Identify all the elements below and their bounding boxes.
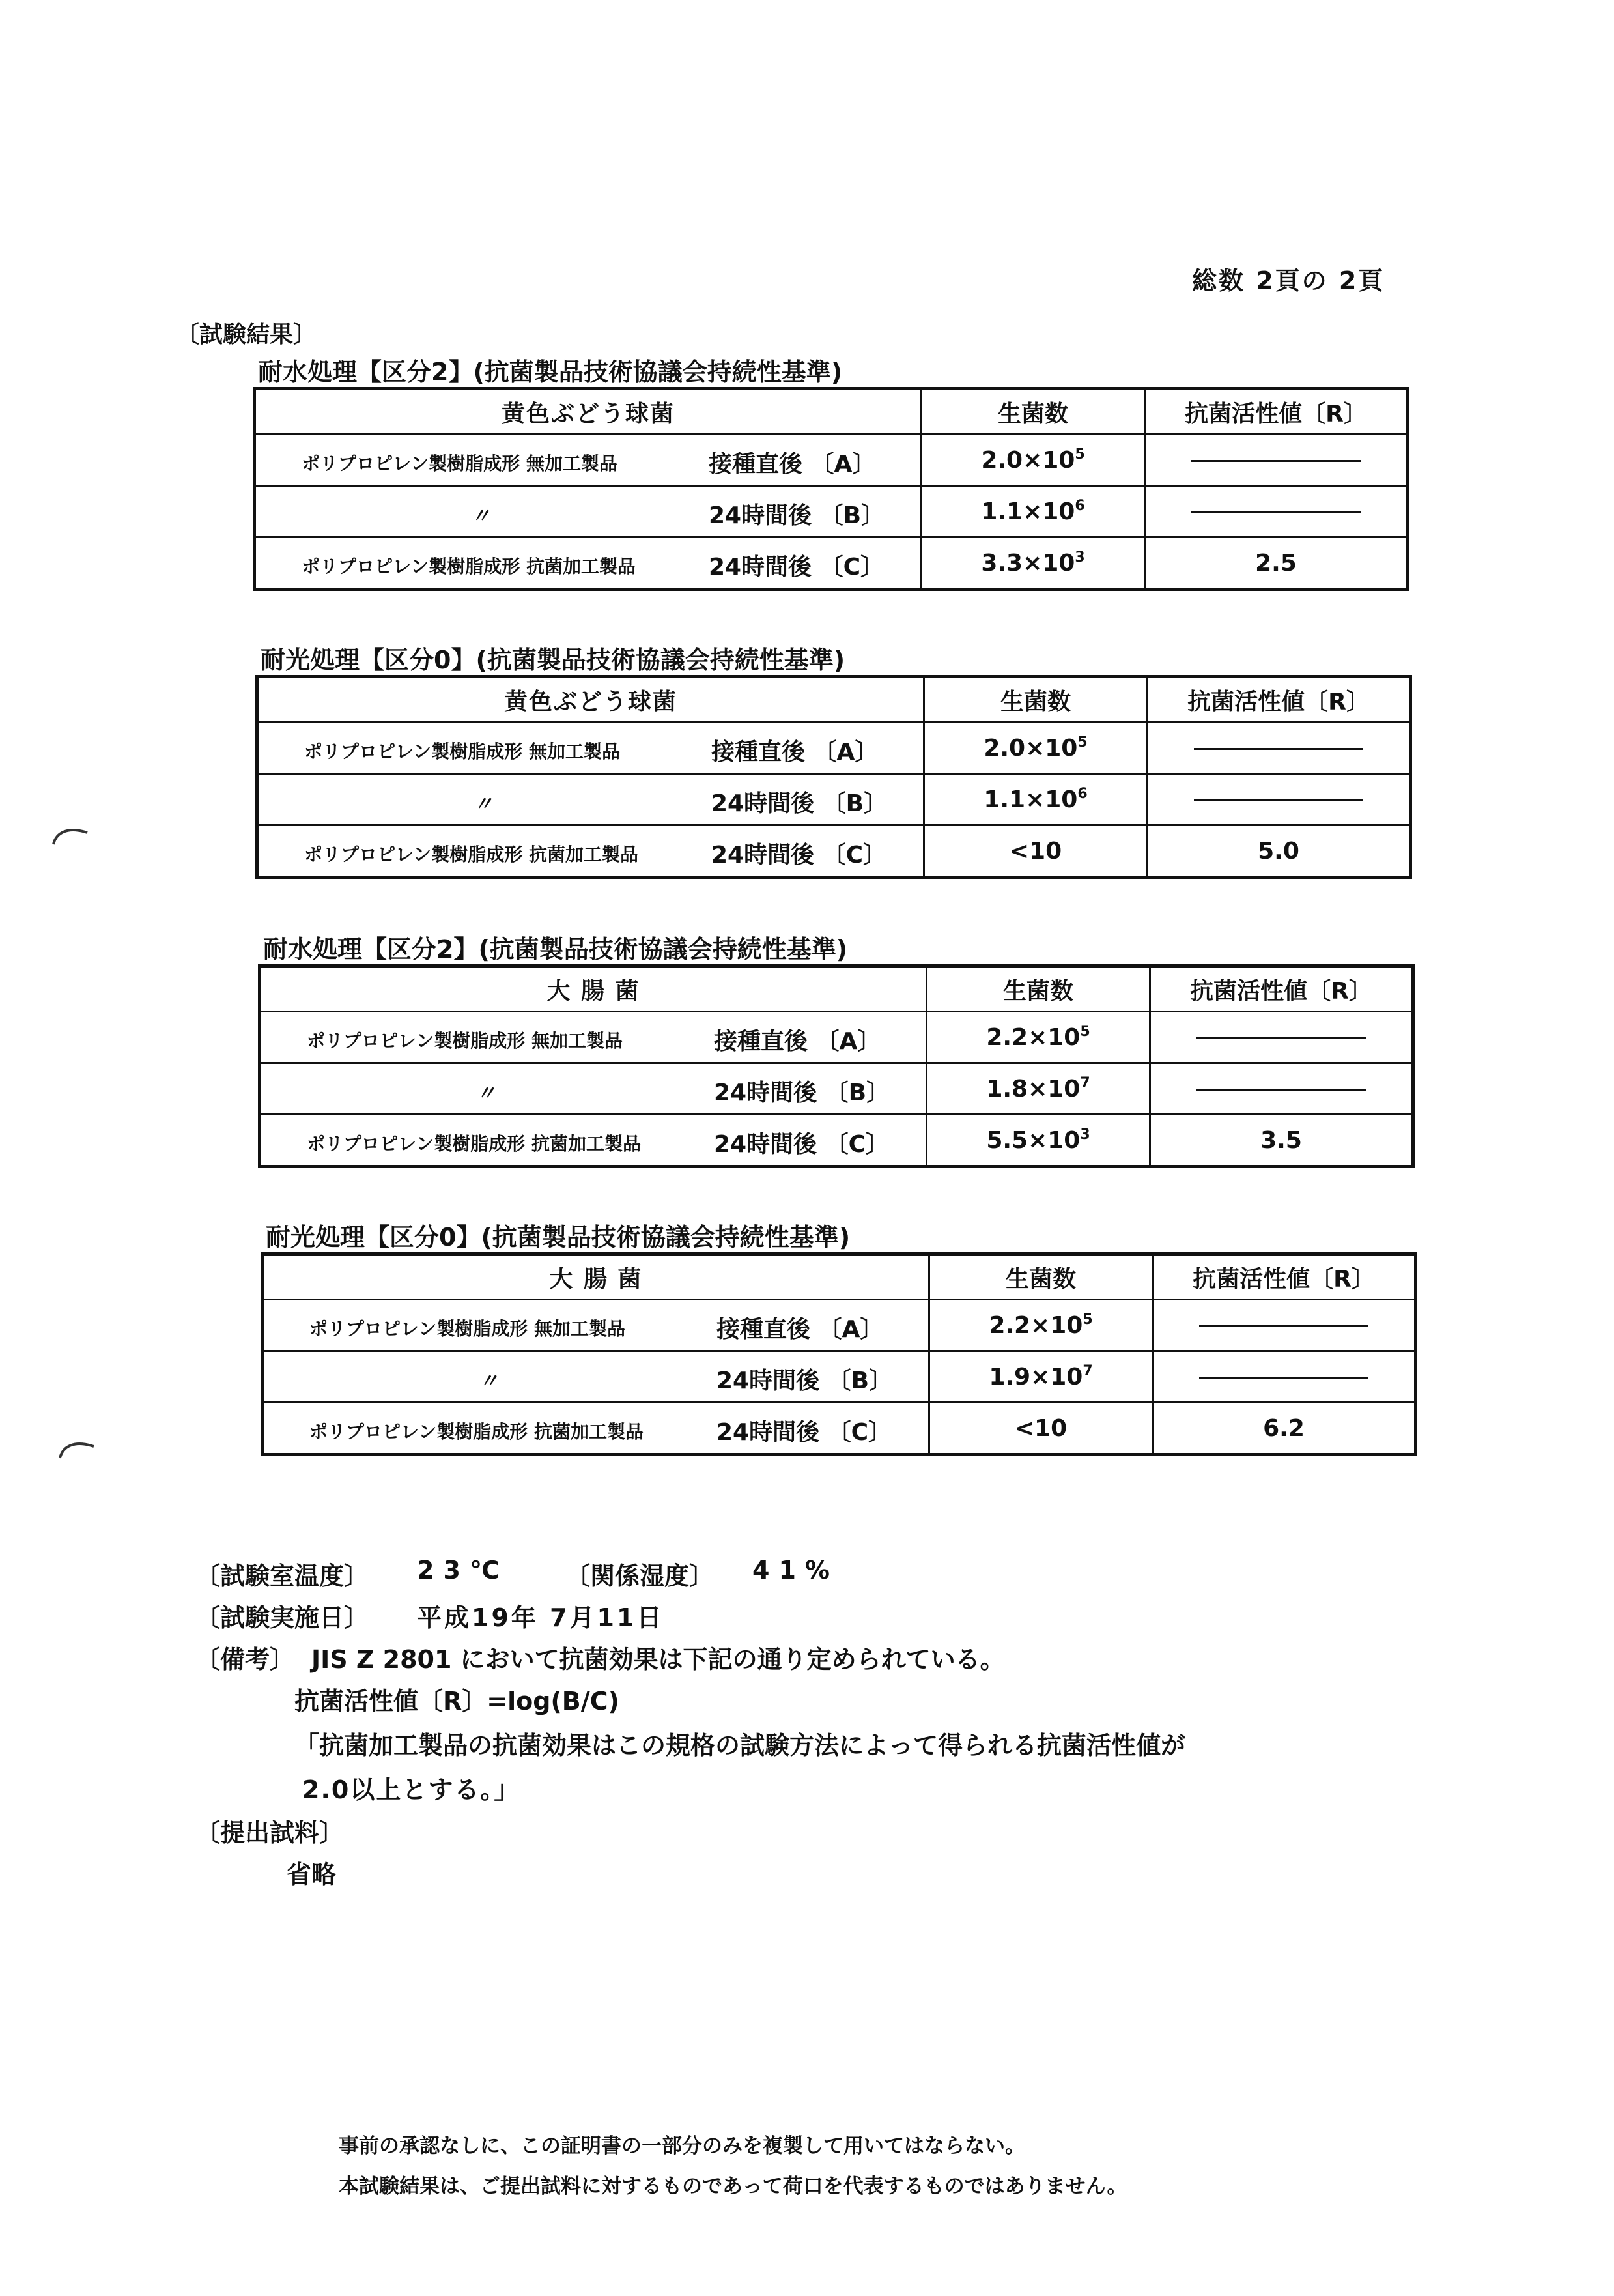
viable-count-exponent: 5 — [1077, 734, 1088, 751]
sample-name: ポリプロピレン製樹脂成形 抗菌加工製品 — [302, 556, 636, 577]
viable-count-exponent: 6 — [1075, 498, 1085, 514]
viable-count: 3.3×10 — [981, 550, 1075, 577]
count-header: 生菌数 — [922, 389, 1145, 435]
table-row — [260, 1063, 1413, 1115]
remarks-text: JIS Z 2801 において抗菌効果は下記の通り定められている。 — [311, 1645, 1005, 1674]
section-title: 耐光処理【区分0】(抗菌製品技術協議会持続性基準) — [261, 646, 845, 674]
not-applicable-dash — [1199, 1377, 1368, 1379]
timing-label: 24時間後 〔B〕 — [709, 502, 885, 529]
viable-count-exponent: 5 — [1080, 1024, 1090, 1040]
activity-formula: 抗菌活性値〔R〕=log(B/C) — [294, 1687, 619, 1715]
not-applicable-dash — [1199, 1325, 1368, 1327]
viable-count: <10 — [1009, 837, 1062, 865]
activity-cell — [1150, 1063, 1413, 1115]
viable-count-cell — [922, 486, 1145, 538]
viable-count-exponent: 3 — [1075, 549, 1085, 566]
activity-value: 6.2 — [1263, 1414, 1305, 1442]
activity-cell — [1153, 1403, 1416, 1455]
not-applicable-dash — [1191, 511, 1361, 513]
table-header-row — [260, 966, 1413, 1012]
sample-cell — [260, 1115, 927, 1167]
sample-cell — [260, 1012, 927, 1063]
table-header-row — [257, 677, 1411, 723]
viable-count: 1.8×10 — [986, 1076, 1081, 1102]
humidity-label: 〔関係湿度〕 — [565, 1562, 715, 1590]
test-date-label: 〔試験実施日〕 — [195, 1603, 369, 1632]
viable-count-cell — [927, 1012, 1150, 1063]
timing-label: 接種直後 〔A〕 — [709, 451, 876, 478]
sample-name: 〃 — [474, 793, 493, 816]
sample-name: 〃 — [476, 1082, 496, 1105]
not-applicable-dash — [1191, 460, 1361, 462]
sample-cell — [257, 825, 924, 878]
standard-quote-line2: 2.0以上とする。」 — [302, 1775, 520, 1804]
activity-header: 抗菌活性値〔R〕 — [1150, 966, 1413, 1012]
section-title: 耐水処理【区分2】(抗菌製品技術協議会持続性基準) — [263, 935, 848, 964]
activity-value: 2.5 — [1255, 549, 1297, 577]
viable-count-cell — [927, 1115, 1150, 1167]
activity-cell — [1145, 435, 1408, 486]
viable-count-exponent: 5 — [1083, 1312, 1093, 1328]
table-row — [257, 774, 1411, 825]
table-row — [257, 723, 1411, 774]
activity-cell — [1148, 774, 1411, 825]
footer-copy-notice: 事前の承認なしに、この証明書の一部分のみを複製して用いてはならない。 — [339, 2134, 1025, 2158]
bacterium-header: 黄色ぶどう球菌 — [255, 389, 922, 435]
results-table — [253, 387, 1409, 591]
sample-name: ポリプロピレン製樹脂成形 抗菌加工製品 — [307, 1133, 642, 1155]
remarks-label: 〔備考〕 — [195, 1645, 295, 1674]
timing-label: 24時間後 〔C〕 — [714, 1131, 890, 1158]
results-table — [255, 675, 1412, 879]
viable-count: 2.2×10 — [989, 1312, 1083, 1339]
count-header: 生菌数 — [927, 966, 1150, 1012]
test-date-value: 平成19年 7月11日 — [417, 1603, 664, 1632]
viable-count-exponent: 6 — [1077, 786, 1088, 802]
table-header-row — [262, 1254, 1416, 1300]
timing-label: 24時間後 〔B〕 — [716, 1368, 893, 1394]
bacterium-header: 大 腸 菌 — [260, 966, 927, 1012]
viable-count: 5.5×10 — [986, 1127, 1081, 1154]
timing-label: 24時間後 〔C〕 — [709, 554, 885, 581]
activity-value: 5.0 — [1258, 837, 1299, 865]
results-section — [261, 1222, 1407, 1456]
viable-count-exponent: 7 — [1083, 1363, 1093, 1379]
activity-header: 抗菌活性値〔R〕 — [1148, 677, 1411, 723]
results-table — [258, 964, 1415, 1168]
sample-cell — [255, 486, 922, 538]
bacterium-header: 大 腸 菌 — [262, 1254, 929, 1300]
sample-cell — [262, 1403, 929, 1455]
activity-cell — [1145, 486, 1408, 538]
sample-name: 〃 — [471, 505, 490, 528]
sample-cell — [257, 774, 924, 825]
section-title: 耐光処理【区分0】(抗菌製品技術協議会持続性基準) — [266, 1223, 851, 1252]
standard-quote-line1: 「抗菌加工製品の抗菌効果はこの規格の試験方法によって得られる抗菌活性値が — [294, 1731, 1186, 1760]
table-row — [262, 1403, 1416, 1455]
bacterium-header: 黄色ぶどう球菌 — [257, 677, 924, 723]
viable-count: 2.0×10 — [984, 735, 1078, 762]
table-row — [257, 825, 1411, 878]
activity-cell — [1153, 1351, 1416, 1403]
timing-label: 24時間後 〔C〕 — [711, 842, 887, 868]
not-applicable-dash — [1194, 748, 1363, 750]
viable-count-cell — [929, 1300, 1153, 1351]
activity-header: 抗菌活性値〔R〕 — [1145, 389, 1408, 435]
viable-count-exponent: 3 — [1080, 1126, 1090, 1143]
results-section — [255, 645, 1402, 879]
viable-count: 1.1×10 — [981, 498, 1075, 525]
table-row — [262, 1300, 1416, 1351]
activity-cell — [1145, 538, 1408, 590]
scan-mark-icon — [57, 1437, 96, 1459]
viable-count-cell — [924, 774, 1148, 825]
activity-cell — [1153, 1300, 1416, 1351]
viable-count: <10 — [1014, 1414, 1068, 1442]
viable-count: 1.1×10 — [984, 786, 1078, 813]
viable-count-cell — [929, 1351, 1153, 1403]
footer-scope-notice: 本試験結果は、ご提出試料に対するものであって荷口を代表するものではありません。 — [339, 2175, 1127, 2198]
sample-cell — [260, 1063, 927, 1115]
results-heading: 〔試験結果〕 — [176, 321, 317, 348]
viable-count: 2.2×10 — [986, 1024, 1081, 1051]
sample-name: ポリプロピレン製樹脂成形 無加工製品 — [309, 1318, 626, 1340]
timing-label: 接種直後 〔A〕 — [716, 1316, 884, 1343]
not-applicable-dash — [1196, 1089, 1366, 1091]
humidity-value: 41% — [752, 1556, 839, 1585]
viable-count-cell — [929, 1403, 1153, 1455]
page-number: 総数 2頁の 2頁 — [1192, 266, 1385, 295]
timing-label: 24時間後 〔C〕 — [716, 1419, 892, 1446]
submitted-samples-label: 〔提出試料〕 — [195, 1818, 345, 1847]
sample-name: ポリプロピレン製樹脂成形 抗菌加工製品 — [309, 1421, 644, 1442]
timing-label: 24時間後 〔B〕 — [711, 790, 888, 817]
results-section — [258, 934, 1404, 1168]
activity-cell — [1150, 1012, 1413, 1063]
table-row — [255, 538, 1408, 590]
sample-name: ポリプロピレン製樹脂成形 無加工製品 — [302, 453, 618, 474]
table-row — [255, 486, 1408, 538]
table-row — [262, 1351, 1416, 1403]
timing-label: 24時間後 〔B〕 — [714, 1080, 890, 1106]
submitted-samples-value: 省略 — [287, 1860, 337, 1889]
sample-name: ポリプロピレン製樹脂成形 無加工製品 — [307, 1030, 623, 1052]
activity-cell — [1150, 1115, 1413, 1167]
viable-count-cell — [927, 1063, 1150, 1115]
table-row — [260, 1012, 1413, 1063]
sample-cell — [262, 1300, 929, 1351]
not-applicable-dash — [1196, 1037, 1366, 1039]
sample-cell — [255, 538, 922, 590]
viable-count: 2.0×10 — [981, 447, 1075, 474]
viable-count-exponent: 7 — [1080, 1075, 1090, 1091]
sample-name: 〃 — [479, 1370, 498, 1393]
table-row — [255, 435, 1408, 486]
viable-count-cell — [922, 435, 1145, 486]
timing-label: 接種直後 〔A〕 — [711, 739, 879, 766]
activity-value: 3.5 — [1260, 1126, 1302, 1154]
not-applicable-dash — [1194, 799, 1363, 801]
viable-count-cell — [924, 723, 1148, 774]
section-title: 耐水処理【区分2】(抗菌製品技術協議会持続性基準) — [258, 358, 843, 386]
sample-name: ポリプロピレン製樹脂成形 抗菌加工製品 — [304, 844, 639, 865]
activity-header: 抗菌活性値〔R〕 — [1153, 1254, 1416, 1300]
results-section — [253, 357, 1399, 591]
sample-cell — [262, 1351, 929, 1403]
viable-count-exponent: 5 — [1075, 446, 1085, 463]
room-temperature-value: 23℃ — [417, 1556, 509, 1585]
viable-count-cell — [922, 538, 1145, 590]
activity-cell — [1148, 723, 1411, 774]
room-temperature-label: 〔試験室温度〕 — [195, 1562, 369, 1590]
table-header-row — [255, 389, 1408, 435]
viable-count-cell — [924, 825, 1148, 878]
results-table — [261, 1252, 1417, 1456]
sample-cell — [257, 723, 924, 774]
viable-count: 1.9×10 — [989, 1364, 1083, 1390]
activity-cell — [1148, 825, 1411, 878]
scan-mark-icon — [51, 824, 90, 846]
sample-cell — [255, 435, 922, 486]
table-row — [260, 1115, 1413, 1167]
count-header: 生菌数 — [929, 1254, 1153, 1300]
sample-name: ポリプロピレン製樹脂成形 無加工製品 — [304, 741, 621, 762]
count-header: 生菌数 — [924, 677, 1148, 723]
timing-label: 接種直後 〔A〕 — [714, 1028, 881, 1055]
